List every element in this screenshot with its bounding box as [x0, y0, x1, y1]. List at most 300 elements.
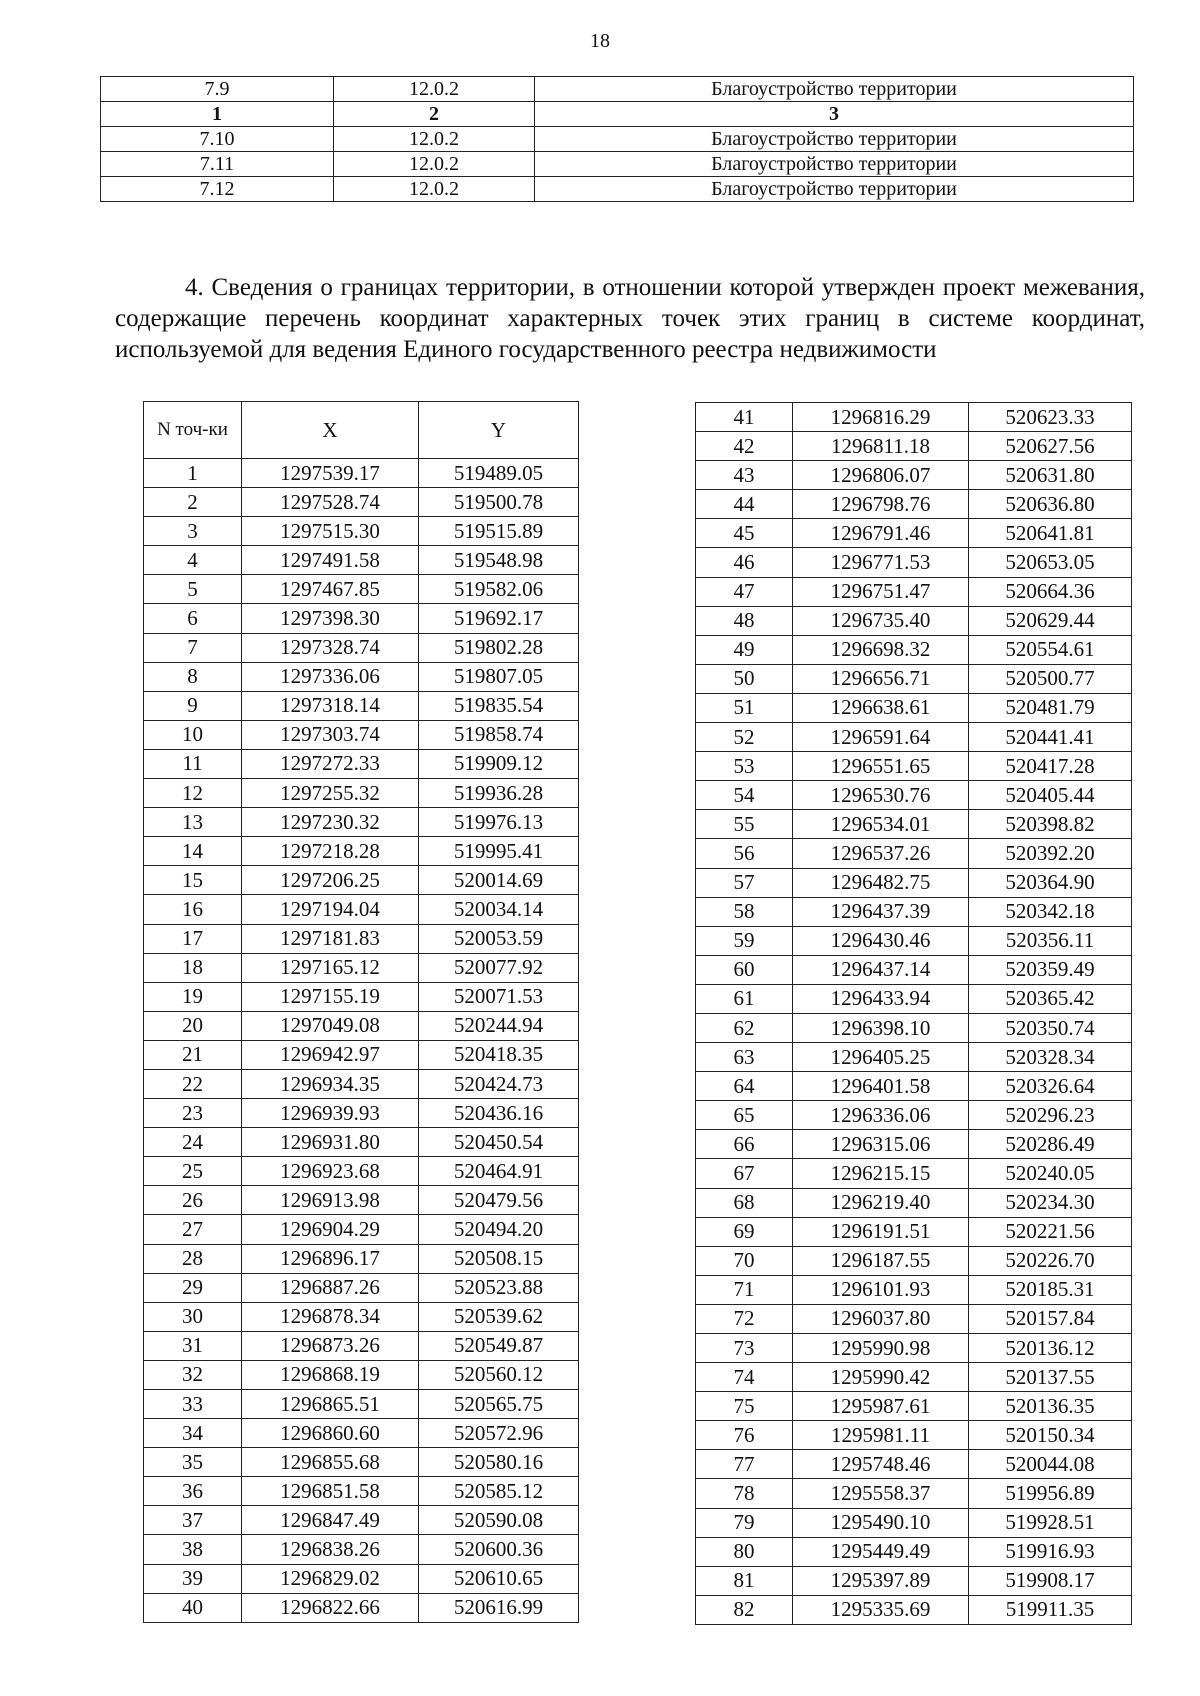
table-row — [101, 127, 1134, 152]
coordinate-row — [144, 1215, 579, 1244]
point-number-cell: 53 — [696, 752, 793, 781]
x-coordinate-cell: 1296822.66 — [242, 1593, 419, 1622]
point-number-cell: 34 — [144, 1419, 242, 1448]
coordinate-row — [144, 1331, 579, 1360]
point-number-cell: 67 — [696, 1159, 793, 1188]
point-number-cell: 54 — [696, 781, 793, 810]
y-coordinate-cell: 520326.64 — [969, 1072, 1132, 1101]
y-coordinate-cell: 520185.31 — [969, 1275, 1132, 1304]
x-coordinate-cell: 1296913.98 — [242, 1186, 419, 1215]
y-coordinate-cell: 520580.16 — [419, 1448, 579, 1477]
y-coordinate-cell: 519928.51 — [969, 1508, 1132, 1537]
point-number-cell: 78 — [696, 1479, 793, 1508]
coordinate-row — [144, 546, 579, 575]
x-coordinate-cell: 1297528.74 — [242, 488, 419, 517]
coordinates-table-left-body — [144, 402, 579, 1623]
coordinate-row — [696, 1450, 1132, 1479]
point-number-cell: 39 — [144, 1564, 242, 1593]
point-number-cell: 4 — [144, 546, 242, 575]
point-number-cell: 72 — [696, 1304, 793, 1333]
y-coordinate-cell: 520441.41 — [969, 723, 1132, 752]
coordinate-row — [144, 1506, 579, 1535]
coordinate-row — [144, 837, 579, 866]
x-coordinate-cell: 1295397.89 — [793, 1566, 969, 1595]
y-coordinate-cell: 520014.69 — [419, 866, 579, 895]
x-coordinate-cell: 1296939.93 — [242, 1099, 419, 1128]
point-number-cell: 64 — [696, 1072, 793, 1101]
point-number-cell: 6 — [144, 604, 242, 633]
x-coordinate-cell: 1296591.64 — [793, 723, 969, 752]
x-coordinate-cell: 1296878.34 — [242, 1302, 419, 1331]
x-coordinate-cell: 1296405.25 — [793, 1043, 969, 1072]
y-coordinate-cell: 520053.59 — [419, 924, 579, 953]
coordinate-row — [144, 1069, 579, 1098]
coordinate-row — [144, 1273, 579, 1302]
x-coordinate-cell: 1297218.28 — [242, 837, 419, 866]
x-coordinate-cell: 1297165.12 — [242, 953, 419, 982]
x-coordinate-cell: 1296838.26 — [242, 1535, 419, 1564]
section-4-paragraph — [115, 272, 1145, 365]
purpose-cell: Благоустройство территории — [535, 152, 1134, 177]
y-coordinate-cell: 520350.74 — [969, 1013, 1132, 1042]
x-coordinate-cell: 1297491.58 — [242, 546, 419, 575]
x-coordinate-cell: 1297398.30 — [242, 604, 419, 633]
x-coordinate-cell: 1296187.55 — [793, 1246, 969, 1275]
coordinate-row — [144, 749, 579, 778]
coordinate-row — [144, 953, 579, 982]
coordinates-header-row — [144, 402, 579, 459]
point-number-cell: 17 — [144, 924, 242, 953]
y-coordinate-cell: 520494.20 — [419, 1215, 579, 1244]
x-coordinate-cell: 1296847.49 — [242, 1506, 419, 1535]
point-number-cell: 77 — [696, 1450, 793, 1479]
land-use-table-body — [101, 77, 1134, 202]
y-coordinate-cell: 520554.61 — [969, 635, 1132, 664]
point-number-cell: 35 — [144, 1448, 242, 1477]
y-coordinate-cell: 520572.96 — [419, 1419, 579, 1448]
y-coordinate-cell: 520226.70 — [969, 1246, 1132, 1275]
y-coordinate-cell: 520364.90 — [969, 868, 1132, 897]
coordinate-row — [144, 1390, 579, 1419]
x-coordinate-cell: 1296698.32 — [793, 635, 969, 664]
point-number-cell: 70 — [696, 1246, 793, 1275]
point-number-cell: 21 — [144, 1040, 242, 1069]
point-number-cell: 66 — [696, 1130, 793, 1159]
point-number-cell: 20 — [144, 1011, 242, 1040]
y-coordinate-cell: 520244.94 — [419, 1011, 579, 1040]
coordinate-row — [144, 633, 579, 662]
point-number-cell: 51 — [696, 693, 793, 722]
coordinate-row — [144, 1448, 579, 1477]
y-coordinate-cell: 520631.80 — [969, 461, 1132, 490]
x-coordinate-cell: 1297255.32 — [242, 779, 419, 808]
x-coordinate-cell: 1297303.74 — [242, 720, 419, 749]
x-coordinate-cell: 1296829.02 — [242, 1564, 419, 1593]
code-cell: 12.0.2 — [334, 127, 535, 152]
coordinate-row — [696, 1130, 1132, 1159]
coordinate-row — [144, 662, 579, 691]
x-coordinate-cell: 1297336.06 — [242, 662, 419, 691]
coordinate-row — [144, 1157, 579, 1186]
x-coordinate-cell: 1295981.11 — [793, 1421, 969, 1450]
coordinate-row — [696, 1334, 1132, 1363]
x-coordinate-cell: 1297467.85 — [242, 575, 419, 604]
coordinate-row — [144, 575, 579, 604]
purpose-cell: Благоустройство территории — [535, 77, 1134, 102]
point-number-cell: 29 — [144, 1273, 242, 1302]
x-coordinate-cell: 1296735.40 — [793, 606, 969, 635]
x-coordinate-cell: 1297206.25 — [242, 866, 419, 895]
coordinate-row — [144, 1302, 579, 1331]
point-number-cell: 24 — [144, 1128, 242, 1157]
y-coordinate-cell: 519909.12 — [419, 749, 579, 778]
x-coordinate-cell: 1296855.68 — [242, 1448, 419, 1477]
x-coordinate-cell: 1296904.29 — [242, 1215, 419, 1244]
x-coordinate-cell: 1296860.60 — [242, 1419, 419, 1448]
coordinate-row — [696, 1013, 1132, 1042]
y-coordinate-cell: 519835.54 — [419, 691, 579, 720]
y-coordinate-cell: 520221.56 — [969, 1217, 1132, 1246]
coordinate-row — [696, 839, 1132, 868]
x-coordinate-cell: 1296931.80 — [242, 1128, 419, 1157]
coordinate-row — [144, 1564, 579, 1593]
x-coordinate-cell: 1296437.14 — [793, 955, 969, 984]
point-number-cell: 60 — [696, 955, 793, 984]
x-coordinate-cell: 1296806.07 — [793, 461, 969, 490]
y-coordinate-cell: 519802.28 — [419, 633, 579, 662]
code-cell: 12.0.2 — [334, 177, 535, 202]
y-coordinate-cell: 520286.49 — [969, 1130, 1132, 1159]
coordinate-row — [696, 1159, 1132, 1188]
point-number-cell: 69 — [696, 1217, 793, 1246]
item-number-cell: 7.12 — [101, 177, 334, 202]
item-number-cell: 7.11 — [101, 152, 334, 177]
point-number-cell: 52 — [696, 723, 793, 752]
coordinate-row — [696, 490, 1132, 519]
coordinate-row — [696, 693, 1132, 722]
x-coordinate-cell: 1296482.75 — [793, 868, 969, 897]
point-number-cell: 79 — [696, 1508, 793, 1537]
x-coordinate-cell: 1297181.83 — [242, 924, 419, 953]
point-number-cell: 16 — [144, 895, 242, 924]
y-coordinate-cell: 519858.74 — [419, 720, 579, 749]
table-header-row — [101, 102, 1134, 127]
y-coordinate-cell: 520356.11 — [969, 926, 1132, 955]
x-coordinate-cell: 1295335.69 — [793, 1595, 969, 1624]
y-coordinate-cell: 519916.93 — [969, 1537, 1132, 1566]
point-number-cell: 42 — [696, 432, 793, 461]
coordinate-row — [696, 1392, 1132, 1421]
point-number-cell: 62 — [696, 1013, 793, 1042]
y-coordinate-cell: 520328.34 — [969, 1043, 1132, 1072]
header-point-number: N точ-ки — [144, 402, 242, 459]
point-number-cell: 48 — [696, 606, 793, 635]
x-coordinate-cell: 1296101.93 — [793, 1275, 969, 1304]
coordinate-row — [144, 459, 579, 488]
point-number-cell: 31 — [144, 1331, 242, 1360]
point-number-cell: 28 — [144, 1244, 242, 1273]
coordinate-row — [696, 1043, 1132, 1072]
point-number-cell: 75 — [696, 1392, 793, 1421]
coordinate-row — [696, 1304, 1132, 1333]
point-number-cell: 59 — [696, 926, 793, 955]
x-coordinate-cell: 1296868.19 — [242, 1360, 419, 1389]
coordinate-row — [144, 866, 579, 895]
y-coordinate-cell: 520136.12 — [969, 1334, 1132, 1363]
point-number-cell: 40 — [144, 1593, 242, 1622]
coordinate-row — [144, 779, 579, 808]
x-coordinate-cell: 1296191.51 — [793, 1217, 969, 1246]
x-coordinate-cell: 1296873.26 — [242, 1331, 419, 1360]
x-coordinate-cell: 1295490.10 — [793, 1508, 969, 1537]
y-coordinate-cell: 519936.28 — [419, 779, 579, 808]
y-coordinate-cell: 520464.91 — [419, 1157, 579, 1186]
point-number-cell: 36 — [144, 1477, 242, 1506]
section-4-text: 4. Сведения о границах территории, в отношении которой утвержден проект межевания, содержащие перечень координат характерных точек этих границ в системе координат, используемой для ведения Единого государственного реестра недвижимости — [115, 274, 1145, 363]
point-number-cell: 80 — [696, 1537, 793, 1566]
y-coordinate-cell: 520616.99 — [419, 1593, 579, 1622]
point-number-cell: 44 — [696, 490, 793, 519]
y-coordinate-cell: 520365.42 — [969, 984, 1132, 1013]
y-coordinate-cell: 520392.20 — [969, 839, 1132, 868]
coordinate-row — [144, 1128, 579, 1157]
coordinate-row — [696, 635, 1132, 664]
x-coordinate-cell: 1295990.98 — [793, 1334, 969, 1363]
item-number-cell: 1 — [101, 102, 334, 127]
point-number-cell: 1 — [144, 459, 242, 488]
coordinate-row — [144, 1099, 579, 1128]
point-number-cell: 46 — [696, 548, 793, 577]
coordinate-row — [144, 1419, 579, 1448]
y-coordinate-cell: 520664.36 — [969, 577, 1132, 606]
x-coordinate-cell: 1296811.18 — [793, 432, 969, 461]
coordinate-row — [696, 1217, 1132, 1246]
x-coordinate-cell: 1296751.47 — [793, 577, 969, 606]
item-number-cell: 7.10 — [101, 127, 334, 152]
x-coordinate-cell: 1297230.32 — [242, 808, 419, 837]
y-coordinate-cell: 520610.65 — [419, 1564, 579, 1593]
point-number-cell: 37 — [144, 1506, 242, 1535]
x-coordinate-cell: 1296437.39 — [793, 897, 969, 926]
y-coordinate-cell: 520653.05 — [969, 548, 1132, 577]
point-number-cell: 18 — [144, 953, 242, 982]
coordinate-row — [696, 432, 1132, 461]
x-coordinate-cell: 1295748.46 — [793, 1450, 969, 1479]
x-coordinate-cell: 1296771.53 — [793, 548, 969, 577]
x-coordinate-cell: 1296887.26 — [242, 1273, 419, 1302]
point-number-cell: 71 — [696, 1275, 793, 1304]
coordinate-row — [144, 1244, 579, 1273]
y-coordinate-cell: 519908.17 — [969, 1566, 1132, 1595]
coordinate-row — [696, 1537, 1132, 1566]
point-number-cell: 81 — [696, 1566, 793, 1595]
y-coordinate-cell: 520240.05 — [969, 1159, 1132, 1188]
point-number-cell: 73 — [696, 1334, 793, 1363]
coordinate-row — [696, 519, 1132, 548]
point-number-cell: 65 — [696, 1101, 793, 1130]
point-number-cell: 45 — [696, 519, 793, 548]
point-number-cell: 32 — [144, 1360, 242, 1389]
point-number-cell: 33 — [144, 1390, 242, 1419]
x-coordinate-cell: 1297318.14 — [242, 691, 419, 720]
point-number-cell: 23 — [144, 1099, 242, 1128]
point-number-cell: 38 — [144, 1535, 242, 1564]
coordinate-row — [696, 548, 1132, 577]
point-number-cell: 7 — [144, 633, 242, 662]
x-coordinate-cell: 1296215.15 — [793, 1159, 969, 1188]
y-coordinate-cell: 520424.73 — [419, 1069, 579, 1098]
y-coordinate-cell: 520136.35 — [969, 1392, 1132, 1421]
x-coordinate-cell: 1296530.76 — [793, 781, 969, 810]
point-number-cell: 57 — [696, 868, 793, 897]
x-coordinate-cell: 1296534.01 — [793, 810, 969, 839]
x-coordinate-cell: 1296865.51 — [242, 1390, 419, 1419]
x-coordinate-cell: 1296433.94 — [793, 984, 969, 1013]
x-coordinate-cell: 1295990.42 — [793, 1363, 969, 1392]
x-coordinate-cell: 1296791.46 — [793, 519, 969, 548]
point-number-cell: 14 — [144, 837, 242, 866]
coordinate-row — [144, 1040, 579, 1069]
point-number-cell: 3 — [144, 517, 242, 546]
coordinate-row — [144, 691, 579, 720]
table-row — [101, 177, 1134, 202]
coordinate-row — [144, 604, 579, 633]
coordinate-row — [696, 461, 1132, 490]
x-coordinate-cell: 1296401.58 — [793, 1072, 969, 1101]
point-number-cell: 26 — [144, 1186, 242, 1215]
y-coordinate-cell: 520359.49 — [969, 955, 1132, 984]
y-coordinate-cell: 520549.87 — [419, 1331, 579, 1360]
y-coordinate-cell: 520565.75 — [419, 1390, 579, 1419]
coordinates-table-right — [695, 402, 1132, 1625]
coordinate-row — [696, 868, 1132, 897]
coordinate-row — [696, 752, 1132, 781]
x-coordinate-cell: 1296037.80 — [793, 1304, 969, 1333]
y-coordinate-cell: 520481.79 — [969, 693, 1132, 722]
point-number-cell: 15 — [144, 866, 242, 895]
coordinate-row — [696, 1275, 1132, 1304]
x-coordinate-cell: 1296219.40 — [793, 1188, 969, 1217]
x-coordinate-cell: 1296638.61 — [793, 693, 969, 722]
point-number-cell: 12 — [144, 779, 242, 808]
y-coordinate-cell: 520627.56 — [969, 432, 1132, 461]
point-number-cell: 11 — [144, 749, 242, 778]
x-coordinate-cell: 1297194.04 — [242, 895, 419, 924]
y-coordinate-cell: 520508.15 — [419, 1244, 579, 1273]
y-coordinate-cell: 520436.16 — [419, 1099, 579, 1128]
x-coordinate-cell: 1296656.71 — [793, 664, 969, 693]
y-coordinate-cell: 520600.36 — [419, 1535, 579, 1564]
point-number-cell: 74 — [696, 1363, 793, 1392]
x-coordinate-cell: 1297049.08 — [242, 1011, 419, 1040]
coordinate-row — [144, 982, 579, 1011]
coordinate-row — [696, 1566, 1132, 1595]
code-cell: 2 — [334, 102, 535, 127]
coordinate-row — [144, 1186, 579, 1215]
table-row — [101, 152, 1134, 177]
purpose-cell: 3 — [535, 102, 1134, 127]
y-coordinate-cell: 520405.44 — [969, 781, 1132, 810]
purpose-cell: Благоустройство территории — [535, 127, 1134, 152]
y-coordinate-cell: 520636.80 — [969, 490, 1132, 519]
coordinate-row — [144, 1011, 579, 1040]
header-y: Y — [419, 402, 579, 459]
point-number-cell: 9 — [144, 691, 242, 720]
x-coordinate-cell: 1296537.26 — [793, 839, 969, 868]
y-coordinate-cell: 519515.89 — [419, 517, 579, 546]
y-coordinate-cell: 520137.55 — [969, 1363, 1132, 1392]
y-coordinate-cell: 520523.88 — [419, 1273, 579, 1302]
point-number-cell: 50 — [696, 664, 793, 693]
y-coordinate-cell: 519500.78 — [419, 488, 579, 517]
point-number-cell: 41 — [696, 403, 793, 432]
point-number-cell: 2 — [144, 488, 242, 517]
header-x: X — [242, 402, 419, 459]
coordinate-row — [696, 1101, 1132, 1130]
point-number-cell: 61 — [696, 984, 793, 1013]
y-coordinate-cell: 520342.18 — [969, 897, 1132, 926]
coordinate-row — [144, 924, 579, 953]
y-coordinate-cell: 520623.33 — [969, 403, 1132, 432]
x-coordinate-cell: 1297155.19 — [242, 982, 419, 1011]
y-coordinate-cell: 519548.98 — [419, 546, 579, 575]
x-coordinate-cell: 1297328.74 — [242, 633, 419, 662]
coordinate-row — [696, 984, 1132, 1013]
y-coordinate-cell: 520585.12 — [419, 1477, 579, 1506]
x-coordinate-cell: 1295987.61 — [793, 1392, 969, 1421]
coordinate-row — [696, 1072, 1132, 1101]
y-coordinate-cell: 520417.28 — [969, 752, 1132, 781]
y-coordinate-cell: 520034.14 — [419, 895, 579, 924]
coordinate-row — [144, 1477, 579, 1506]
point-number-cell: 22 — [144, 1069, 242, 1098]
y-coordinate-cell: 519489.05 — [419, 459, 579, 488]
x-coordinate-cell: 1297272.33 — [242, 749, 419, 778]
x-coordinate-cell: 1296934.35 — [242, 1069, 419, 1098]
y-coordinate-cell: 520398.82 — [969, 810, 1132, 839]
land-use-table — [100, 76, 1134, 202]
point-number-cell: 30 — [144, 1302, 242, 1331]
y-coordinate-cell: 520150.34 — [969, 1421, 1132, 1450]
x-coordinate-cell: 1296430.46 — [793, 926, 969, 955]
y-coordinate-cell: 519956.89 — [969, 1479, 1132, 1508]
coordinate-row — [144, 895, 579, 924]
point-number-cell: 55 — [696, 810, 793, 839]
coordinate-row — [696, 781, 1132, 810]
coordinate-row — [144, 720, 579, 749]
x-coordinate-cell: 1296798.76 — [793, 490, 969, 519]
y-coordinate-cell: 520296.23 — [969, 1101, 1132, 1130]
x-coordinate-cell: 1296942.97 — [242, 1040, 419, 1069]
coordinate-row — [144, 1535, 579, 1564]
x-coordinate-cell: 1296816.29 — [793, 403, 969, 432]
coordinate-row — [696, 664, 1132, 693]
page-number: 18 — [590, 30, 610, 52]
coordinate-row — [696, 1595, 1132, 1624]
point-number-cell: 13 — [144, 808, 242, 837]
coordinate-row — [144, 1360, 579, 1389]
point-number-cell: 82 — [696, 1595, 793, 1624]
coordinate-row — [696, 897, 1132, 926]
code-cell: 12.0.2 — [334, 152, 535, 177]
point-number-cell: 25 — [144, 1157, 242, 1186]
point-number-cell: 58 — [696, 897, 793, 926]
table-row — [101, 77, 1134, 102]
y-coordinate-cell: 520590.08 — [419, 1506, 579, 1535]
coordinate-row — [696, 1188, 1132, 1217]
x-coordinate-cell: 1296398.10 — [793, 1013, 969, 1042]
y-coordinate-cell: 520071.53 — [419, 982, 579, 1011]
